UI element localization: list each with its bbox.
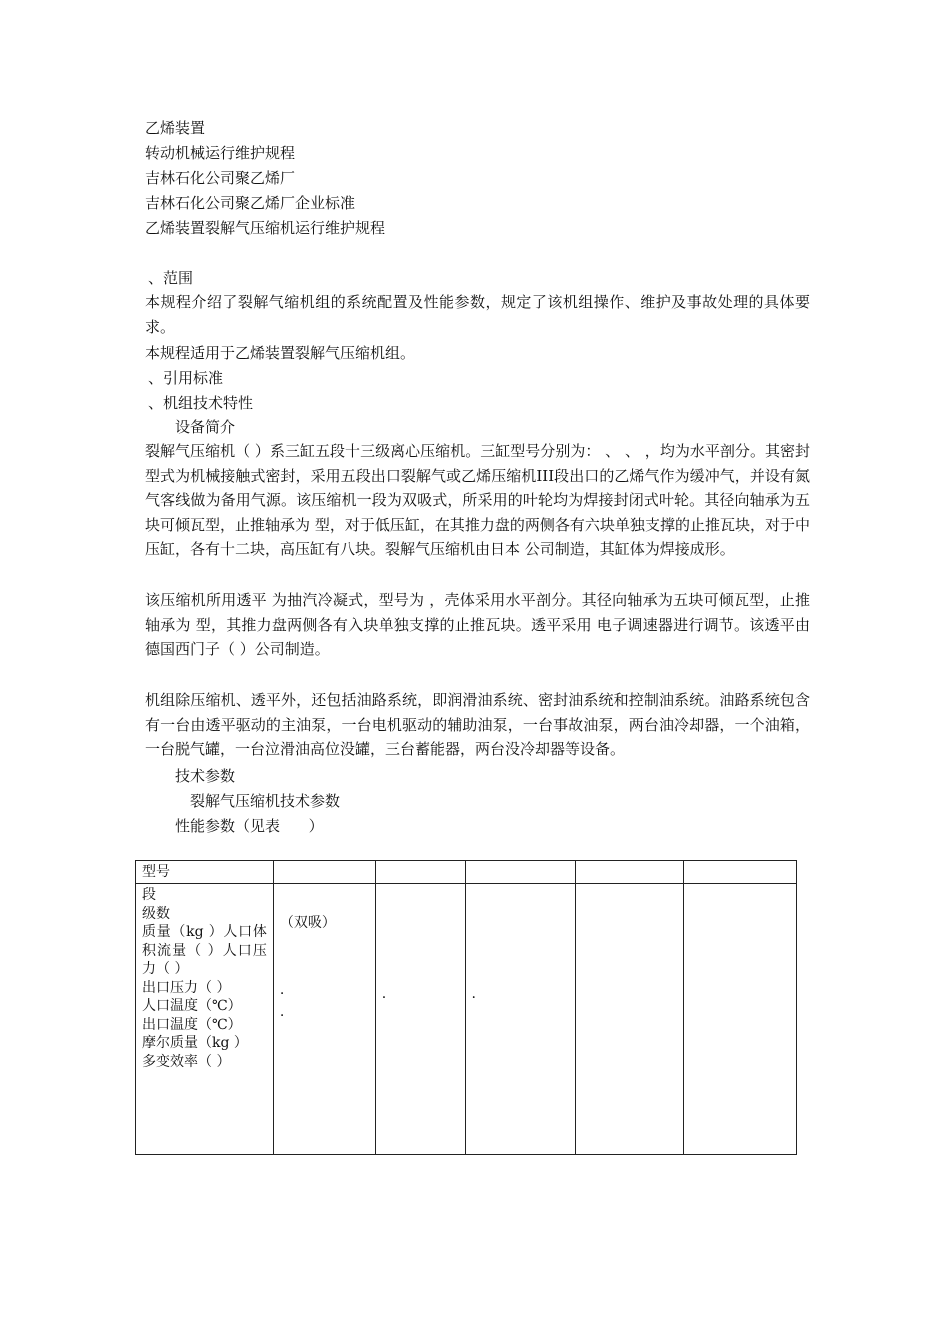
scope-paragraph-1: 本规程介绍了裂解气缩机组的系统配置及性能参数，规定了该机组操作、维护及事故处理的具体要求。 xyxy=(145,293,810,336)
row-label: 质量（kg ）人口体积流量（ ）人口压力（ ） xyxy=(142,924,267,977)
row-label: 多变效率（ ） xyxy=(142,1053,231,1070)
table-cell xyxy=(684,884,797,1155)
row-label: 出口温度（℃） xyxy=(142,1016,242,1033)
params-title: 裂解气压缩机技术参数 xyxy=(190,792,341,810)
section-heading-references: 、引用标准 xyxy=(148,369,224,387)
performance-table xyxy=(135,860,797,1155)
subheading-params: 技术参数 xyxy=(175,767,236,785)
section-heading-tech: 、机组技术特性 xyxy=(148,394,254,412)
header-cell xyxy=(273,861,375,884)
cell-dot: . xyxy=(381,986,387,1002)
double-suction-note: （双吸） xyxy=(279,915,336,931)
header-cell-label: 型号 xyxy=(136,861,274,884)
header-line-3: 吉林石化公司聚乙烯厂 xyxy=(145,169,296,187)
table-cell xyxy=(465,884,576,1155)
header-cell xyxy=(684,861,797,884)
header-cell xyxy=(465,861,576,884)
subheading-performance: 性能参数（见表 ） xyxy=(175,817,324,835)
table-cell xyxy=(375,884,465,1155)
row-label: 级数 xyxy=(142,905,170,922)
header-line-5: 乙烯装置裂解气压缩机运行维护规程 xyxy=(145,219,386,237)
intro-paragraph-2: 该压缩机所用透平 为抽汽冷凝式，型号为 ，壳体采用水平剖分。其径向轴承为五块可倾瓦型，止推轴承为 型，其推力盘两侧各有入块单独支撑的止推瓦块。透平采用 电子调速器进行调节。该透平由德国西门子（ ）公司制造。 xyxy=(145,591,810,658)
header-cell xyxy=(576,861,684,884)
row-label: 段 xyxy=(142,887,156,903)
intro-paragraph-1: 裂解气压缩机（ ）系三缸五段十三级离心压缩机。三缸型号分别为： 、 、 ，均为水平剖分。其密封型式为机械接触式密封，采用五段出口裂解气或乙烯压缩机III段出口的乙烯气作为缓冲气，并设有氮气客线做为备用气源。该压缩机一段为双吸式，所采用的叶轮均为焊接封闭式叶轮。其径向轴承为五块可倾瓦型，止推轴承为 型，对于低压缸，在其推力盘的两侧各有六块单独支撑的止推瓦块，对于中压缸，各有十二块，高压缸有八块。裂解气压缩机由日本 公司制造，其缸体为焊接成形。 xyxy=(145,442,810,558)
subheading-intro: 设备简介 xyxy=(175,418,236,436)
table-header-row xyxy=(136,861,797,884)
header-line-2: 转动机械运行维护规程 xyxy=(145,144,296,162)
table-cell xyxy=(273,884,375,1155)
row-label: 摩尔质量（kg ） xyxy=(142,1035,248,1051)
row-labels-cell xyxy=(136,884,274,1155)
section-heading-scope: 、范围 xyxy=(148,269,194,287)
intro-paragraph-3: 机组除压缩机、透平外，还包括油路系统，即润滑油系统、密封油系统和控制油系统。油路系统包含有一台由透平驱动的主油泵，一台电机驱动的辅助油泵，一台事故油泵，两台油冷却器，一个油箱，一台脱气罐，一台泣滑油高位没罐，三台蓄能器，两台没冷却器等设备。 xyxy=(145,691,810,758)
cell-dot: . xyxy=(279,1004,285,1020)
table-cell xyxy=(576,884,684,1155)
table-row xyxy=(136,884,797,1155)
cell-dot: . xyxy=(471,986,476,1002)
header-line-1: 乙烯装置 xyxy=(145,119,206,137)
header-line-4: 吉林石化公司聚乙烯厂企业标准 xyxy=(145,194,356,212)
scope-paragraph-2: 本规程适用于乙烯装置裂解气压缩机组。 xyxy=(145,344,416,362)
row-label: 出口压力（ ） xyxy=(142,979,231,996)
header-cell xyxy=(375,861,465,884)
row-label: 人口温度（℃） xyxy=(142,998,242,1014)
cell-dot: . xyxy=(279,982,285,998)
